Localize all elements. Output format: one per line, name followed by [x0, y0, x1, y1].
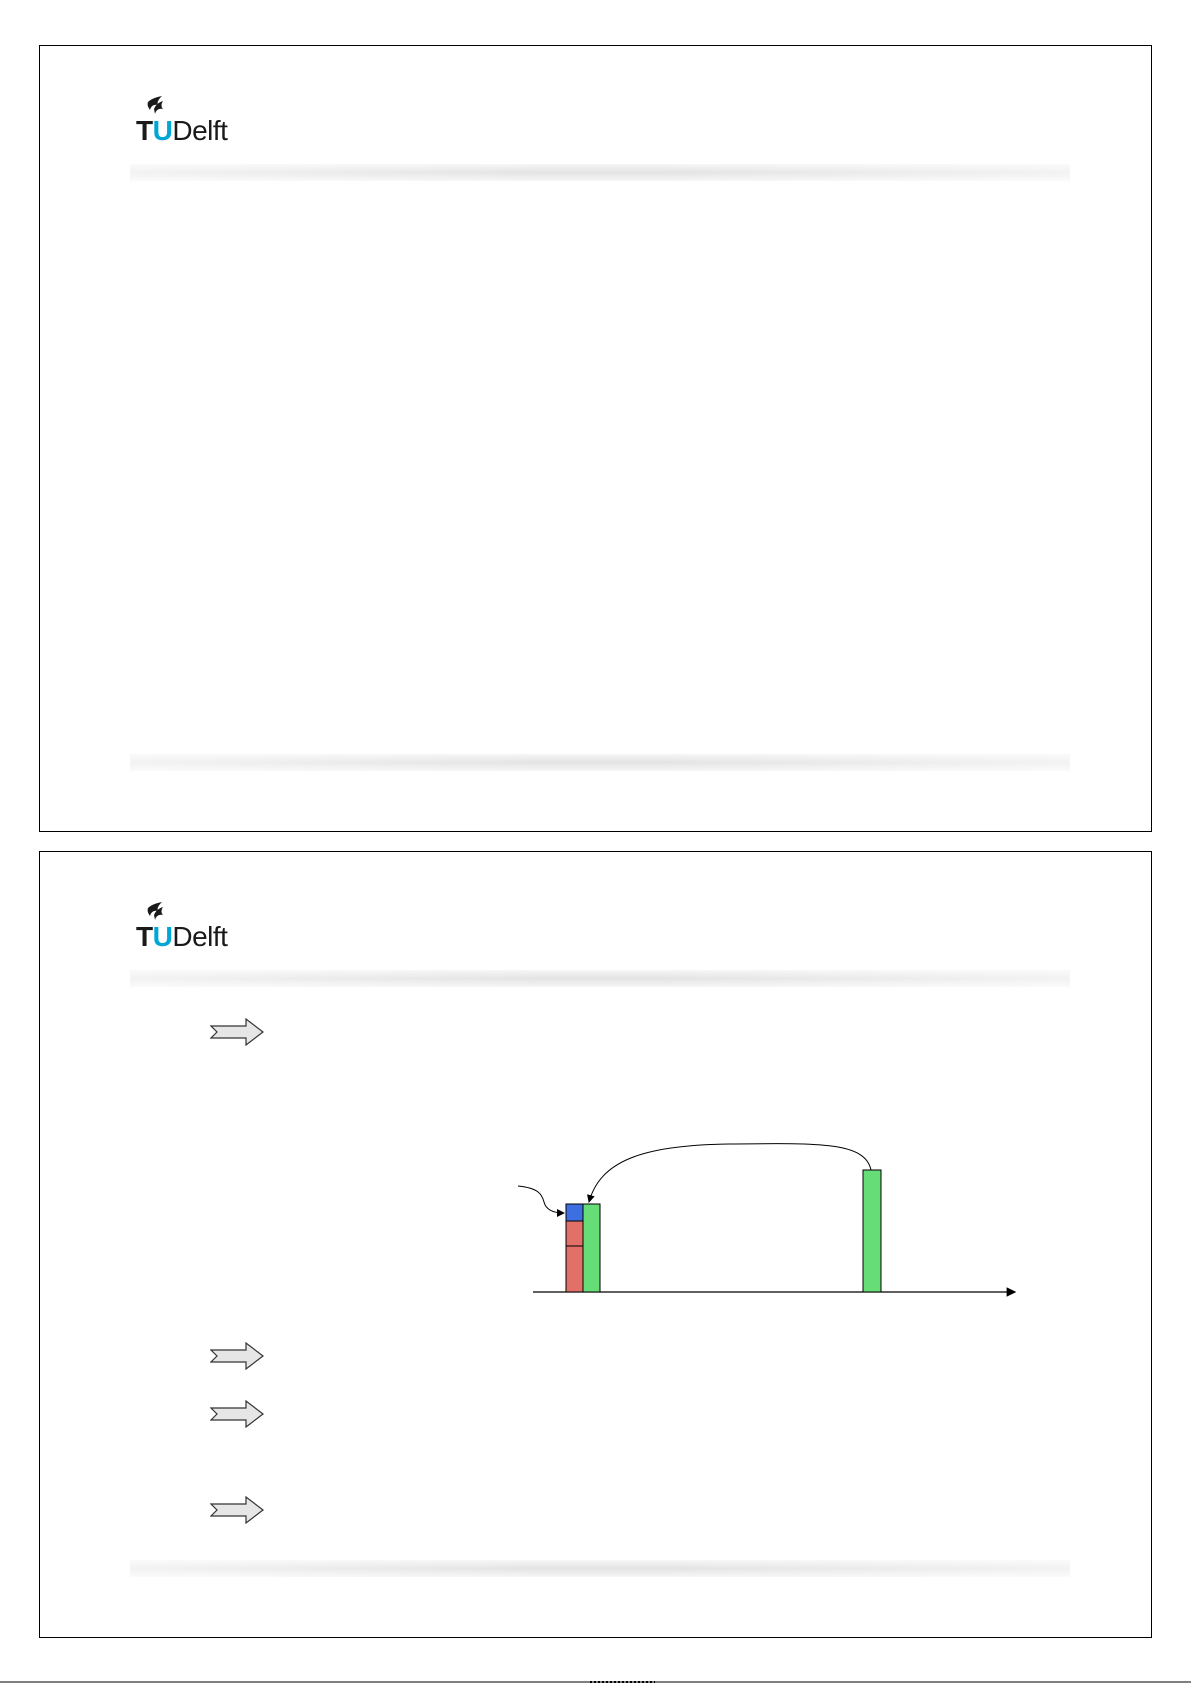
logo-u: U [152, 115, 173, 146]
page-edge-marks [0, 1679, 1191, 1685]
reference-arrow [589, 1144, 871, 1202]
slide-1 [39, 45, 1152, 832]
tu-delft-logo [136, 902, 256, 950]
incoming-arrow [518, 1186, 564, 1213]
right-arrow-icon [210, 1018, 264, 1046]
header-band [130, 164, 1070, 181]
right-arrow-icon [210, 1496, 264, 1524]
stack-block-red-1 [566, 1221, 583, 1246]
logo-delft: Delft [172, 115, 228, 146]
green-bar-left [583, 1204, 600, 1292]
logo-t: T [136, 115, 153, 146]
green-bar-right [863, 1170, 881, 1292]
stack-block-blue [566, 1204, 583, 1221]
header-band [130, 970, 1070, 987]
footer-band [130, 754, 1070, 771]
slide-2 [39, 851, 1152, 1638]
logo-wordmark [136, 922, 227, 952]
right-arrow-icon [210, 1400, 264, 1428]
logo-t: T [136, 921, 153, 952]
memory-diagram [490, 1122, 1020, 1302]
logo-u: U [152, 921, 173, 952]
logo-wordmark [136, 116, 227, 146]
stack-block-red-2 [566, 1246, 583, 1292]
right-arrow-icon [210, 1342, 264, 1370]
logo-delft: Delft [172, 921, 228, 952]
footer-band [130, 1560, 1070, 1577]
tu-delft-logo [136, 96, 256, 144]
